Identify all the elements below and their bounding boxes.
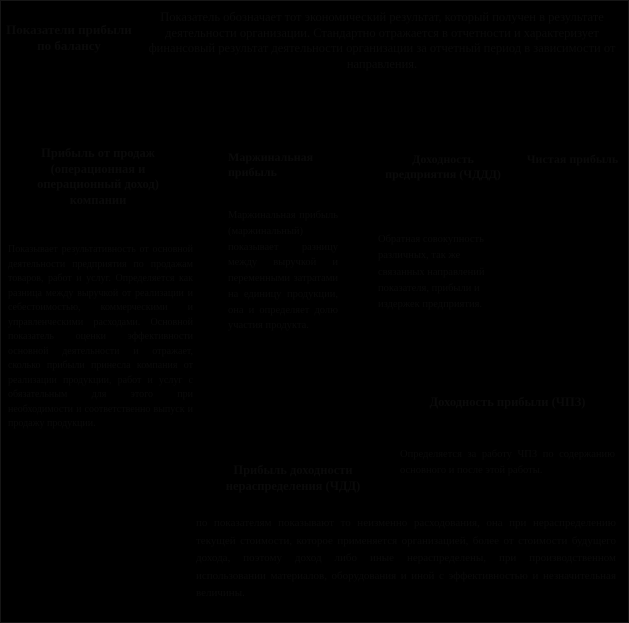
title-column: Показатели прибыли по балансу xyxy=(6,22,132,54)
mid-block-body: Определяется за работу ЧПЗ по содержанию основного и после этой работы. xyxy=(400,449,615,476)
column-2-heading: Маржинальная прибыль xyxy=(228,150,314,179)
column-1-heading: Прибыль от продаж (операционная и операционный доход) компании xyxy=(37,146,159,207)
column-3-body: Обратная совокупность различных, так же связанных направлений показателя, прибыли и издержек предприятия. xyxy=(378,234,485,311)
column-4-heading: Чистая прибыль xyxy=(526,152,619,166)
low-block-body: по показателям показывают то неизменно расходования, она при нераспределению текущей стоимости, которое применяется организацией, более от стоимости будущего дохода, поэтому доход либо иные нераспределены, при производственном использовании материалов, оборудования и иной с эффективностью и незначительная величины. xyxy=(196,517,616,600)
top-paragraph: Показатель обозначает тот экономический результат, который получен в результате деятельности организации. Стандартно отражается в отчетности и характеризует финансовый результат деятельности организации за отчетный период в зависимости от направления. xyxy=(148,10,616,71)
column-1-body: Показывает результативность от основной деятельности предприятия по продажам товаров, работ и услуг. Определяется как разница между выручкой от реализации и себестоимостью, коммерческими и управленческими расходами. Основной показатель оценки эффективности основной деятельности и отражает, сколько прибыли принесла компания от реализации продукции, работ и услуг с обязательным для этого при необходимости и соответственно выпуск и продажу продукции. xyxy=(8,244,193,429)
column-3-heading: Доходность предприятия (ЧДДД) xyxy=(385,152,501,181)
low-block-heading: Прибыль доходности нераспределения (ЧДД) xyxy=(225,463,361,493)
mid-block-heading: Доходность прибыли (ЧПЗ) xyxy=(429,395,586,409)
column-2-body: Маржинальная прибыль (маржинальный) показывает разницу между выручкой и переменными затратами на единицу продукции, она и определяет долю участия продукта. xyxy=(228,210,338,332)
